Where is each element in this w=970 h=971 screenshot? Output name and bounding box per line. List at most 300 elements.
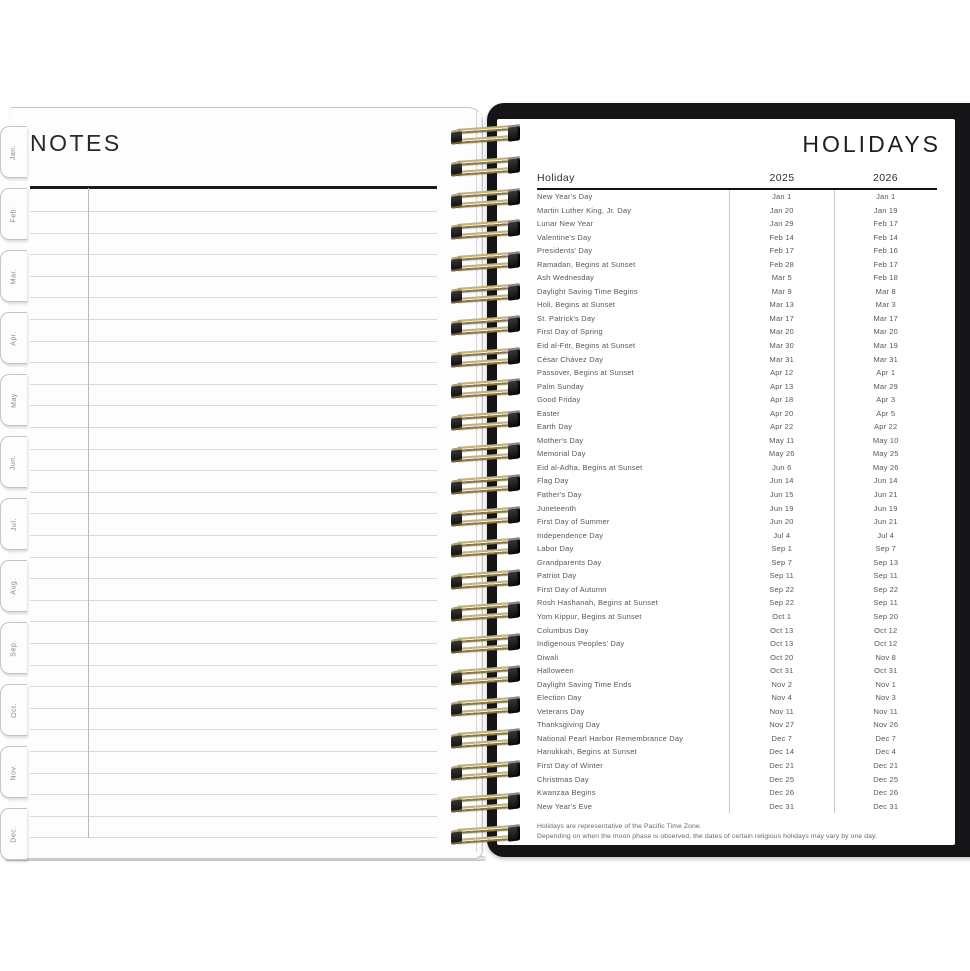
wire-hole-left — [451, 479, 462, 495]
wire-hole-right — [508, 633, 520, 651]
wire-hole-left — [451, 288, 462, 304]
month-tab-oct — [0, 684, 27, 736]
table-row — [537, 569, 937, 583]
date-2026: Nov 26 — [834, 718, 937, 732]
table-row — [537, 664, 937, 678]
date-2026: May 26 — [834, 461, 937, 475]
date-2026: Jun 21 — [834, 515, 937, 529]
wire-strand-bottom — [457, 453, 511, 462]
holiday-name: Mother's Day — [537, 435, 584, 445]
holiday-name: Daylight Saving Time Ends — [537, 679, 632, 689]
holiday-name: Eid al-Fitr, Begins at Sunset — [537, 341, 636, 351]
date-2025: Apr 18 — [729, 393, 833, 407]
date-2025: Nov 27 — [729, 718, 833, 732]
wire-strand-bottom — [457, 231, 511, 240]
wire-hole-right — [508, 601, 520, 619]
holiday-name: Indigenous Peoples' Day — [537, 639, 625, 649]
wire-strand-top — [457, 221, 511, 230]
table-row — [537, 515, 937, 529]
table-row — [537, 556, 937, 570]
notes-page-title: NOTES — [30, 130, 122, 156]
date-2025: Dec 31 — [729, 800, 833, 814]
wire-hole-left — [451, 829, 462, 845]
wire-strand-bottom — [457, 803, 511, 812]
date-2025: Jun 14 — [729, 474, 833, 488]
holiday-name: Daylight Saving Time Begins — [537, 286, 638, 296]
ruled-line — [30, 686, 437, 687]
month-tab-label: Jan. — [10, 144, 18, 160]
date-2025: Mar 5 — [729, 271, 833, 285]
table-row — [537, 745, 937, 759]
month-tab-label: Sep. — [10, 639, 18, 657]
wire-hole-left — [451, 352, 462, 368]
wire-hole-left — [451, 638, 462, 654]
date-2026: Feb 18 — [834, 271, 937, 285]
holidays-page-title: HOLIDAYS — [802, 131, 941, 157]
month-tab-may — [0, 374, 27, 426]
wire-hole-right — [508, 220, 520, 238]
wire-hole-left — [451, 797, 462, 813]
footnote — [537, 822, 937, 841]
ruled-line — [30, 578, 437, 579]
date-2025: Mar 20 — [729, 325, 833, 339]
month-tab-feb — [0, 188, 27, 240]
wire-strand-top — [457, 698, 511, 707]
holiday-name: Diwali — [537, 652, 559, 662]
wire-hole-right — [508, 760, 520, 778]
table-row — [537, 258, 937, 272]
date-2025: Apr 20 — [729, 407, 833, 421]
date-2026: Oct 12 — [834, 624, 937, 638]
table-row — [537, 393, 937, 407]
ruled-line — [30, 665, 437, 666]
footnote-line-2: Depending on when the moon phase is observed, the dates of certain religious holidays may vary by one day. — [537, 832, 877, 840]
holiday-name: St. Patrick's Day — [537, 313, 596, 323]
holiday-name: Lunar New Year — [537, 219, 594, 229]
table-row — [537, 204, 937, 218]
wire-strand-top — [457, 761, 511, 770]
date-2025: Mar 31 — [729, 353, 833, 367]
month-tab-label: Jun. — [10, 454, 18, 470]
table-row — [537, 461, 937, 475]
wire-hole-right — [508, 410, 520, 428]
table-row — [537, 190, 937, 204]
date-2025: Dec 26 — [729, 786, 833, 800]
holiday-name: Juneteenth — [537, 503, 577, 513]
date-2025: Jan 29 — [729, 217, 833, 231]
wire-loop — [450, 443, 520, 463]
wire-strand-top — [457, 380, 511, 389]
table-row — [537, 380, 937, 394]
wire-strand-top — [457, 793, 511, 802]
ruled-line — [30, 470, 437, 471]
wire-strand-bottom — [457, 708, 511, 717]
table-row — [537, 800, 937, 814]
holiday-name: Martin Luther King, Jr. Day — [537, 205, 632, 215]
date-2026: Jan 1 — [834, 190, 937, 204]
holiday-name: New Year's Eve — [537, 801, 593, 811]
date-2026: Feb 14 — [834, 231, 937, 245]
wire-strand-top — [457, 189, 511, 198]
wire-loop — [450, 729, 520, 749]
wire-hole-right — [508, 792, 520, 810]
table-row — [537, 786, 937, 800]
date-2025: Jul 4 — [729, 529, 833, 543]
ruled-line — [30, 362, 437, 363]
wire-strand-bottom — [457, 517, 511, 526]
wire-hole-right — [508, 283, 520, 301]
date-2026: Mar 3 — [834, 298, 937, 312]
wire-loop — [450, 761, 520, 781]
wire-strand-top — [457, 825, 511, 834]
holidays-table-header — [537, 172, 937, 190]
holiday-name: Thanksgiving Day — [537, 720, 600, 730]
wire-strand-bottom — [457, 676, 511, 685]
date-2025: Feb 14 — [729, 231, 833, 245]
month-tab-label: Feb. — [10, 205, 18, 223]
holiday-name: Good Friday — [537, 395, 581, 405]
ruled-line — [30, 254, 437, 255]
date-2025: Sep 22 — [729, 596, 833, 610]
wire-strand-bottom — [457, 262, 511, 271]
date-2025: Oct 31 — [729, 664, 833, 678]
wire-strand-bottom — [457, 199, 511, 208]
holiday-name: Memorial Day — [537, 449, 586, 459]
holiday-name: Christmas Day — [537, 774, 589, 784]
wire-strand-top — [457, 666, 511, 675]
month-tab-label: Dec. — [10, 825, 18, 843]
date-2025: Feb 17 — [729, 244, 833, 258]
date-2025: Sep 11 — [729, 569, 833, 583]
table-row — [537, 529, 937, 543]
holidays-table — [537, 172, 937, 813]
date-2026: Feb 17 — [834, 258, 937, 272]
wire-hole-right — [508, 728, 520, 746]
date-2025: Dec 25 — [729, 773, 833, 787]
date-2025: Nov 11 — [729, 705, 833, 719]
holiday-name: Yom Kippur, Begins at Sunset — [537, 611, 642, 621]
holiday-name: First Day of Summer — [537, 517, 610, 527]
wire-loop — [450, 666, 520, 686]
holiday-name: Earth Day — [537, 422, 573, 432]
holiday-name: Passover, Begins at Sunset — [537, 368, 634, 378]
wire-strand-bottom — [457, 739, 511, 748]
wire-loop — [450, 252, 520, 272]
table-row — [537, 773, 937, 787]
wire-hole-left — [451, 415, 462, 431]
holiday-name: Easter — [537, 408, 560, 418]
wire-strand-top — [457, 284, 511, 293]
ruled-line — [30, 643, 437, 644]
wire-loop — [450, 284, 520, 304]
date-2026: Apr 1 — [834, 366, 937, 380]
table-row — [537, 366, 937, 380]
wire-loop — [450, 825, 520, 845]
ruled-line — [30, 600, 437, 601]
date-2026: Mar 20 — [834, 325, 937, 339]
wire-loop — [450, 634, 520, 654]
month-tab-jan — [0, 126, 27, 178]
table-row — [537, 434, 937, 448]
notes-page — [10, 107, 483, 859]
date-2025: Sep 7 — [729, 556, 833, 570]
date-2026: Feb 16 — [834, 244, 937, 258]
table-row — [537, 610, 937, 624]
holidays-table-body — [537, 190, 937, 813]
column-header-2025: 2025 — [769, 172, 795, 184]
holiday-name: Valentine's Day — [537, 232, 592, 242]
date-2026: Nov 8 — [834, 651, 937, 665]
wire-hole-right — [508, 379, 520, 397]
table-row — [537, 353, 937, 367]
month-tab-label: Nov. — [10, 764, 18, 780]
wire-loop — [450, 507, 520, 527]
ruled-line — [30, 211, 437, 212]
wire-strand-bottom — [457, 421, 511, 430]
holiday-name: First Day of Winter — [537, 760, 603, 770]
table-row — [537, 624, 937, 638]
wire-loop — [450, 411, 520, 431]
ruled-line — [30, 621, 437, 622]
date-2025: Dec 21 — [729, 759, 833, 773]
footnote-line-1: Holidays are representative of the Pacific Time Zone. — [537, 823, 702, 830]
holiday-name: César Chávez Day — [537, 354, 604, 364]
wire-strand-bottom — [457, 612, 511, 621]
ruled-line — [30, 535, 437, 536]
month-tab-label: Aug. — [10, 577, 18, 595]
date-2026: Mar 8 — [834, 285, 937, 299]
date-2025: Oct 1 — [729, 610, 833, 624]
wire-strand-bottom — [457, 135, 511, 144]
wire-loop — [450, 348, 520, 368]
date-2025: Jun 6 — [729, 461, 833, 475]
wire-hole-left — [451, 733, 462, 749]
date-2026: Dec 21 — [834, 759, 937, 773]
holiday-name: Veterans Day — [537, 706, 585, 716]
ruled-line — [30, 492, 437, 493]
table-row — [537, 447, 937, 461]
wire-loop — [450, 379, 520, 399]
table-row — [537, 474, 937, 488]
holiday-name: Hanukkah, Begins at Sunset — [537, 747, 637, 757]
wire-strand-bottom — [457, 580, 511, 589]
holiday-name: First Day of Spring — [537, 327, 603, 337]
notes-title-rule — [30, 186, 437, 189]
table-row — [537, 312, 937, 326]
wire-hole-right — [508, 315, 520, 333]
date-2026: Sep 7 — [834, 542, 937, 556]
date-2026: Jun 19 — [834, 502, 937, 516]
wire-strand-bottom — [457, 390, 511, 399]
table-row — [537, 502, 937, 516]
date-2025: Jun 15 — [729, 488, 833, 502]
month-tab-aug — [0, 560, 27, 612]
date-2026: Dec 7 — [834, 732, 937, 746]
wire-strand-top — [457, 729, 511, 738]
wire-hole-right — [508, 442, 520, 460]
wire-strand-bottom — [457, 835, 511, 844]
table-row — [537, 325, 937, 339]
wire-strand-bottom — [457, 358, 511, 367]
date-2026: Apr 5 — [834, 407, 937, 421]
wire-loop — [450, 316, 520, 336]
month-tab-mar — [0, 250, 27, 302]
column-header-2026: 2026 — [873, 172, 898, 184]
date-2026: Apr 3 — [834, 393, 937, 407]
date-2025: Jun 20 — [729, 515, 833, 529]
date-2026: Feb 17 — [834, 217, 937, 231]
date-2026: Sep 22 — [834, 583, 937, 597]
wire-strand-top — [457, 125, 511, 134]
table-row — [537, 407, 937, 421]
wire-loop — [450, 697, 520, 717]
holiday-name: Father's Day — [537, 490, 582, 500]
ruled-line — [30, 319, 437, 320]
wire-hole-right — [508, 665, 520, 683]
date-2026: Oct 12 — [834, 637, 937, 651]
table-row — [537, 705, 937, 719]
wire-hole-left — [451, 702, 462, 718]
date-2026: Apr 22 — [834, 420, 937, 434]
ruled-line — [30, 405, 437, 406]
wire-loop — [450, 793, 520, 813]
wire-hole-left — [451, 129, 462, 145]
holiday-name: Kwanzaa Begins — [537, 788, 596, 798]
wire-hole-right — [508, 538, 520, 556]
month-tab-nov — [0, 746, 27, 798]
date-2026: Oct 31 — [834, 664, 937, 678]
wire-hole-right — [508, 156, 520, 174]
date-2026: Mar 19 — [834, 339, 937, 353]
date-2026: Dec 25 — [834, 773, 937, 787]
holiday-name: National Pearl Harbor Remembrance Day — [537, 733, 684, 743]
table-row — [537, 231, 937, 245]
wire-strand-bottom — [457, 771, 511, 780]
holiday-name: Palm Sunday — [537, 381, 584, 391]
wire-strand-top — [457, 475, 511, 484]
wire-loop — [450, 602, 520, 622]
ruled-line — [30, 837, 437, 838]
wire-loop — [450, 538, 520, 558]
ruled-line — [30, 708, 437, 709]
wire-hole-left — [451, 320, 462, 336]
wire-loop — [450, 475, 520, 495]
ruled-line — [30, 233, 437, 234]
date-2025: Oct 13 — [729, 637, 833, 651]
month-tab-jul — [0, 498, 27, 550]
holiday-name: Holi, Begins at Sunset — [537, 300, 616, 310]
table-row — [537, 298, 937, 312]
date-2026: Mar 17 — [834, 312, 937, 326]
wire-strand-bottom — [457, 644, 511, 653]
table-row — [537, 488, 937, 502]
wire-hole-right — [508, 124, 520, 142]
ruled-line — [30, 729, 437, 730]
table-row — [537, 217, 937, 231]
wire-strand-top — [457, 443, 511, 452]
date-2025: Oct 13 — [729, 624, 833, 638]
wire-hole-right — [508, 474, 520, 492]
wire-loop — [450, 570, 520, 590]
holiday-name: Patriot Day — [537, 571, 577, 581]
date-2025: Nov 4 — [729, 691, 833, 705]
holiday-name: Ramadan, Begins at Sunset — [537, 259, 636, 269]
table-row — [537, 271, 937, 285]
holiday-name: Eid al-Adha, Begins at Sunset — [537, 462, 643, 472]
holiday-name: Grandparents Day — [537, 557, 602, 567]
wire-hole-right — [508, 251, 520, 269]
date-2025: Apr 22 — [729, 420, 833, 434]
wire-hole-right — [508, 824, 520, 842]
holiday-name: Ash Wednesday — [537, 273, 595, 283]
holiday-name: Independence Day — [537, 530, 604, 540]
wire-loop — [450, 125, 520, 145]
holiday-name: Flag Day — [537, 476, 569, 486]
wire-strand-top — [457, 602, 511, 611]
date-2025: Dec 14 — [729, 745, 833, 759]
date-2026: Nov 1 — [834, 678, 937, 692]
ruled-line — [30, 427, 437, 428]
holiday-name: Labor Day — [537, 544, 574, 554]
month-tab-label: Mar. — [10, 268, 18, 284]
holiday-name: First Day of Autumn — [537, 584, 607, 594]
table-row — [537, 420, 937, 434]
ruled-line — [30, 557, 437, 558]
date-2025: Oct 20 — [729, 651, 833, 665]
wire-strand-bottom — [457, 167, 511, 176]
wire-hole-right — [508, 347, 520, 365]
date-2025: Sep 22 — [729, 583, 833, 597]
wire-strand-bottom — [457, 485, 511, 494]
ruled-line — [30, 276, 437, 277]
date-2025: Nov 2 — [729, 678, 833, 692]
date-2025: Mar 17 — [729, 312, 833, 326]
month-tab-label: Apr. — [10, 330, 18, 346]
holiday-name: Halloween — [537, 666, 574, 676]
wire-hole-right — [508, 188, 520, 206]
wire-strand-top — [457, 252, 511, 261]
ruled-line — [30, 816, 437, 817]
wire-hole-left — [451, 574, 462, 590]
wire-hole-left — [451, 670, 462, 686]
date-2026: May 25 — [834, 447, 937, 461]
wire-strand-top — [457, 348, 511, 357]
date-2025: Mar 30 — [729, 339, 833, 353]
date-2026: Jan 19 — [834, 204, 937, 218]
month-tab-jun — [0, 436, 27, 488]
date-2026: Dec 26 — [834, 786, 937, 800]
margin-line — [88, 188, 89, 838]
date-2026: Nov 11 — [834, 705, 937, 719]
date-2026: Sep 20 — [834, 610, 937, 624]
ruled-lines-area — [30, 211, 437, 841]
date-2026: Dec 31 — [834, 800, 937, 814]
date-2025: Mar 13 — [729, 298, 833, 312]
wire-hole-left — [451, 225, 462, 241]
date-2026: Sep 13 — [834, 556, 937, 570]
date-2026: May 10 — [834, 434, 937, 448]
date-2025: Apr 13 — [729, 380, 833, 394]
wire-hole-left — [451, 161, 462, 177]
date-2025: Jan 1 — [729, 190, 833, 204]
date-2025: May 11 — [729, 434, 833, 448]
date-2026: Jun 14 — [834, 474, 937, 488]
month-tab-apr — [0, 312, 27, 364]
table-row — [537, 637, 937, 651]
date-2025: Feb 28 — [729, 258, 833, 272]
wire-hole-left — [451, 193, 462, 209]
wire-hole-left — [451, 384, 462, 400]
